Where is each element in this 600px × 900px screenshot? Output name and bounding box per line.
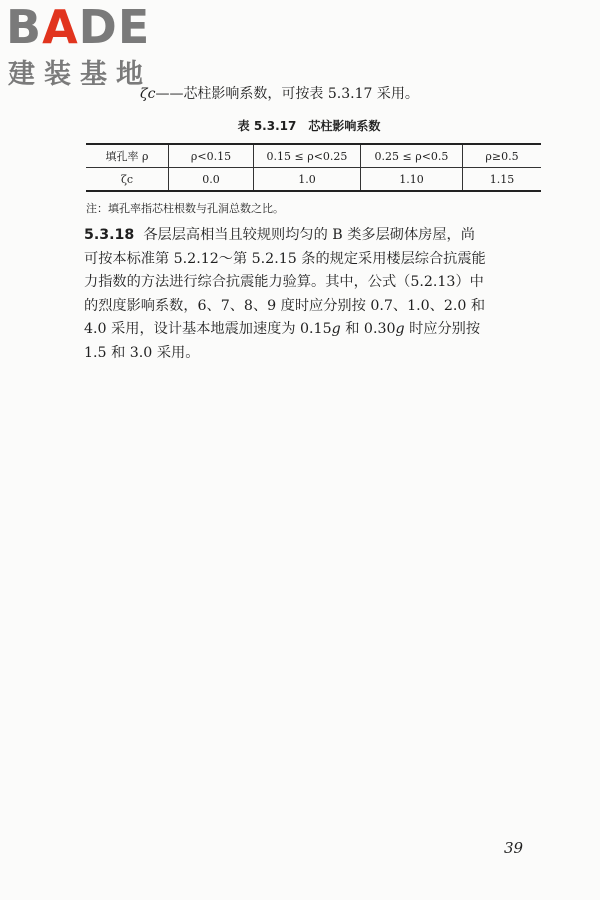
table-title-text: 芯柱影响系数	[308, 119, 381, 133]
row-label-cell: ζc	[86, 168, 169, 192]
definition-text: ——芯柱影响系数，可按表 5.3.17 采用。	[155, 86, 419, 102]
gravity-symbol: g	[395, 321, 405, 337]
core-column-coefficient-table	[86, 143, 541, 192]
line-text: 各层层高相当且较规则均匀的 B 类多层砌体房屋，尚	[143, 227, 475, 243]
header-cell: 0.15 ≤ ρ<0.25	[254, 144, 361, 168]
article-paragraph	[84, 224, 524, 365]
paragraph-line: 可按本标准第 5.2.12～第 5.2.15 条的规定采用楼层综合抗震能	[84, 250, 486, 267]
brand-logo	[6, 0, 176, 96]
value-cell: 1.10	[361, 168, 463, 192]
line-text: 4.0 采用，设计基本地震加速度为 0.15	[84, 321, 332, 337]
value-cell: 1.0	[254, 168, 361, 192]
coefficient-definition	[140, 84, 419, 104]
paragraph-line: 力指数的方法进行综合抗震能力验算。其中，公式（5.2.13）中	[84, 274, 484, 290]
line-text: 时应分别按	[404, 321, 481, 337]
value-cell: 1.15	[463, 168, 542, 192]
table-number: 表 5.3.17	[237, 119, 297, 133]
logo-wordmark	[6, 0, 151, 54]
article-number: 5.3.18	[84, 227, 135, 243]
table-note: 注：填孔率指芯柱根数与孔洞总数之比。	[86, 202, 284, 215]
table-header-row	[86, 144, 541, 168]
logo-letter-a-accent: A	[42, 0, 79, 54]
header-cell: ρ<0.15	[169, 144, 254, 168]
logo-letters-de: DE	[78, 0, 151, 54]
line-text: 和 0.30	[340, 321, 396, 337]
paragraph-line	[84, 318, 524, 342]
paragraph-line	[84, 224, 524, 248]
header-cell: 0.25 ≤ ρ<0.5	[361, 144, 463, 168]
table-title	[0, 118, 600, 134]
table-row	[86, 168, 541, 192]
definition-symbol: ζc	[140, 86, 156, 102]
page-number: 39	[504, 839, 524, 857]
header-cell: ρ≥0.5	[463, 144, 542, 168]
gravity-symbol: g	[331, 321, 341, 337]
paragraph-line: 的烈度影响系数，6、7、8、9 度时应分别按 0.7、1.0、2.0 和	[84, 297, 486, 314]
logo-letter-b: B	[6, 0, 43, 54]
paragraph-line: 1.5 和 3.0 采用。	[84, 344, 200, 361]
header-cell: 填孔率 ρ	[86, 144, 169, 168]
value-cell: 0.0	[169, 168, 254, 192]
logo-chinese-name: 建装基地	[8, 59, 152, 90]
